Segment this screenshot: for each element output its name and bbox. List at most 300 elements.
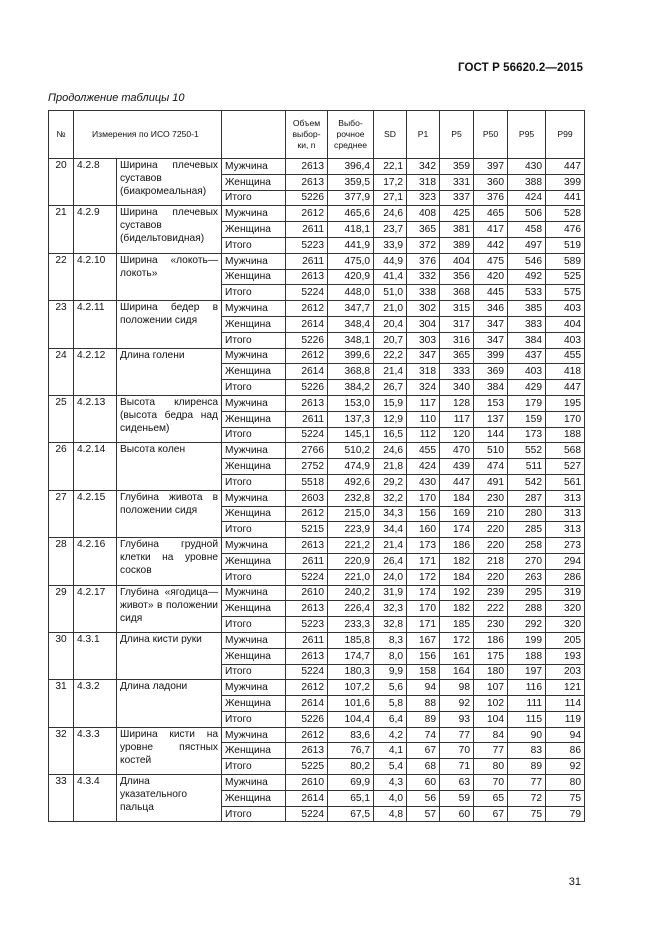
value-p1: 117	[407, 395, 440, 411]
value-p50: 70	[474, 775, 508, 791]
value-p95: 506	[508, 206, 546, 222]
value-p5: 98	[440, 680, 474, 696]
table-row	[49, 585, 585, 601]
iso-code: 4.2.12	[74, 348, 117, 395]
value-p95: 89	[508, 759, 546, 775]
row-number: 20	[49, 159, 74, 206]
value-p1: 89	[407, 711, 440, 727]
value-p99: 441	[546, 190, 585, 206]
value-p1: 67	[407, 743, 440, 759]
table-row	[49, 443, 585, 459]
value-mean: 474,9	[328, 459, 374, 475]
value-p99: 527	[546, 459, 585, 475]
value-p99: 75	[546, 790, 585, 806]
value-p95: 533	[508, 285, 546, 301]
measurement-name: Высота клиренса (высота бедра над сиденьем)	[117, 395, 222, 442]
group-label: Женщина	[222, 790, 286, 806]
row-number: 28	[49, 538, 74, 585]
value-p95: 173	[508, 427, 546, 443]
row-number: 31	[49, 680, 74, 727]
value-p95: 77	[508, 775, 546, 791]
value-p99: 403	[546, 332, 585, 348]
table-caption: Продолжение таблицы 10	[48, 92, 185, 104]
value-p5: 59	[440, 790, 474, 806]
value-p5: 192	[440, 585, 474, 601]
value-p1: 170	[407, 601, 440, 617]
value-p5: 60	[440, 806, 474, 822]
value-sd: 24,6	[374, 443, 407, 459]
value-mean: 76,7	[328, 743, 374, 759]
value-p95: 383	[508, 316, 546, 332]
value-p50: 144	[474, 427, 508, 443]
value-p5: 315	[440, 301, 474, 317]
value-p95: 292	[508, 617, 546, 633]
value-p1: 303	[407, 332, 440, 348]
value-p50: 347	[474, 332, 508, 348]
value-p50: 107	[474, 680, 508, 696]
value-sample: 5224	[286, 664, 328, 680]
group-label: Итого	[222, 237, 286, 253]
value-sample: 2614	[286, 790, 328, 806]
value-mean: 83,6	[328, 727, 374, 743]
value-p1: 160	[407, 522, 440, 538]
group-label: Мужчина	[222, 490, 286, 506]
value-p99: 80	[546, 775, 585, 791]
group-label: Итого	[222, 664, 286, 680]
value-p5: 359	[440, 159, 474, 175]
measurement-name: Глубина грудной клетки на уровне сосков	[117, 538, 222, 585]
group-label: Женщина	[222, 411, 286, 427]
group-label: Мужчина	[222, 538, 286, 554]
group-label: Женщина	[222, 696, 286, 712]
value-p5: 77	[440, 727, 474, 743]
value-mean: 384,2	[328, 380, 374, 396]
value-p99: 205	[546, 632, 585, 648]
value-p99: 319	[546, 585, 585, 601]
group-label: Итого	[222, 190, 286, 206]
value-mean: 180,3	[328, 664, 374, 680]
value-p99: 418	[546, 364, 585, 380]
value-p50: 210	[474, 506, 508, 522]
group-label: Итого	[222, 474, 286, 490]
value-sample: 5224	[286, 285, 328, 301]
value-sd: 26,4	[374, 553, 407, 569]
value-p5: 172	[440, 632, 474, 648]
value-sample: 5223	[286, 617, 328, 633]
value-p95: 258	[508, 538, 546, 554]
value-p95: 384	[508, 332, 546, 348]
value-mean: 69,9	[328, 775, 374, 791]
value-p99: 273	[546, 538, 585, 554]
value-p50: 510	[474, 443, 508, 459]
value-sample: 2766	[286, 443, 328, 459]
value-p1: 74	[407, 727, 440, 743]
value-p1: 455	[407, 443, 440, 459]
value-p50: 369	[474, 364, 508, 380]
value-p1: 158	[407, 664, 440, 680]
value-sample: 2611	[286, 411, 328, 427]
value-sd: 34,3	[374, 506, 407, 522]
iso-code: 4.2.10	[74, 253, 117, 300]
value-sd: 20,4	[374, 316, 407, 332]
value-p1: 302	[407, 301, 440, 317]
group-label: Женщина	[222, 222, 286, 238]
value-sample: 2611	[286, 553, 328, 569]
value-p1: 112	[407, 427, 440, 443]
value-sample: 2611	[286, 222, 328, 238]
value-p1: 318	[407, 174, 440, 190]
value-p99: 193	[546, 648, 585, 664]
value-mean: 80,2	[328, 759, 374, 775]
measurement-name: Ширина плечевых суставов (биакромеальная)	[117, 159, 222, 206]
value-p99: 79	[546, 806, 585, 822]
value-p50: 102	[474, 696, 508, 712]
value-p5: 381	[440, 222, 474, 238]
group-label: Итого	[222, 285, 286, 301]
value-sample: 2612	[286, 727, 328, 743]
value-p1: 338	[407, 285, 440, 301]
value-mean: 492,6	[328, 474, 374, 490]
value-p1: 408	[407, 206, 440, 222]
value-sd: 8,0	[374, 648, 407, 664]
value-p95: 285	[508, 522, 546, 538]
group-label: Мужчина	[222, 585, 286, 601]
value-p1: 60	[407, 775, 440, 791]
group-label: Женщина	[222, 601, 286, 617]
value-p5: 92	[440, 696, 474, 712]
value-mean: 221,2	[328, 538, 374, 554]
iso-code: 4.3.3	[74, 727, 117, 774]
value-sd: 51,0	[374, 285, 407, 301]
value-p99: 525	[546, 269, 585, 285]
page-number: 31	[568, 876, 581, 888]
value-sample: 2613	[286, 648, 328, 664]
group-label: Мужчина	[222, 443, 286, 459]
value-mean: 510,2	[328, 443, 374, 459]
value-p95: 197	[508, 664, 546, 680]
value-sd: 17,2	[374, 174, 407, 190]
value-p50: 445	[474, 285, 508, 301]
value-p5: 425	[440, 206, 474, 222]
value-p50: 346	[474, 301, 508, 317]
value-p1: 323	[407, 190, 440, 206]
value-p50: 80	[474, 759, 508, 775]
value-sd: 32,2	[374, 490, 407, 506]
value-p95: 492	[508, 269, 546, 285]
measurement-name: Длина указательного пальца	[117, 775, 222, 822]
value-sample: 5224	[286, 427, 328, 443]
value-p5: 337	[440, 190, 474, 206]
value-sd: 9,9	[374, 664, 407, 680]
table-row	[49, 395, 585, 411]
value-p50: 442	[474, 237, 508, 253]
value-p5: 71	[440, 759, 474, 775]
value-sd: 21,8	[374, 459, 407, 475]
value-p95: 116	[508, 680, 546, 696]
value-p1: 332	[407, 269, 440, 285]
value-sd: 24,6	[374, 206, 407, 222]
value-p95: 388	[508, 174, 546, 190]
value-p1: 88	[407, 696, 440, 712]
value-p5: 404	[440, 253, 474, 269]
value-p95: 179	[508, 395, 546, 411]
value-p50: 65	[474, 790, 508, 806]
value-mean: 465,6	[328, 206, 374, 222]
value-p1: 174	[407, 585, 440, 601]
group-label: Итого	[222, 380, 286, 396]
value-p5: 182	[440, 553, 474, 569]
value-mean: 420,9	[328, 269, 374, 285]
value-sample: 2613	[286, 269, 328, 285]
value-sample: 2612	[286, 680, 328, 696]
group-label: Итого	[222, 332, 286, 348]
value-p50: 239	[474, 585, 508, 601]
value-p1: 110	[407, 411, 440, 427]
value-p95: 83	[508, 743, 546, 759]
value-mean: 448,0	[328, 285, 374, 301]
group-label: Женщина	[222, 506, 286, 522]
value-mean: 347,7	[328, 301, 374, 317]
value-p5: 317	[440, 316, 474, 332]
col-header-num: №	[49, 111, 74, 159]
value-sample: 5518	[286, 474, 328, 490]
iso-code: 4.2.8	[74, 159, 117, 206]
value-p95: 159	[508, 411, 546, 427]
value-p50: 491	[474, 474, 508, 490]
value-sd: 31,9	[374, 585, 407, 601]
measurement-name: Ширина плечевых суставов (бидельтовидная)	[117, 206, 222, 253]
measurement-name: Глубина «ягодица—живот» в положении сидя	[117, 585, 222, 632]
value-p99: 119	[546, 711, 585, 727]
value-p5: 316	[440, 332, 474, 348]
value-sample: 5225	[286, 759, 328, 775]
value-p99: 447	[546, 380, 585, 396]
row-number: 22	[49, 253, 74, 300]
value-mean: 145,1	[328, 427, 374, 443]
group-label: Мужчина	[222, 206, 286, 222]
value-mean: 67,5	[328, 806, 374, 822]
value-p95: 75	[508, 806, 546, 822]
value-p99: 404	[546, 316, 585, 332]
table-header-row	[49, 111, 585, 159]
value-p1: 56	[407, 790, 440, 806]
row-number: 25	[49, 395, 74, 442]
row-number: 24	[49, 348, 74, 395]
table-row	[49, 490, 585, 506]
value-sample: 2614	[286, 364, 328, 380]
value-p99: 528	[546, 206, 585, 222]
value-sd: 16,5	[374, 427, 407, 443]
iso-code: 4.2.16	[74, 538, 117, 585]
value-mean: 348,1	[328, 332, 374, 348]
measurement-name: Длина ладони	[117, 680, 222, 727]
table-row	[49, 206, 585, 222]
value-sample: 2603	[286, 490, 328, 506]
value-p99: 294	[546, 553, 585, 569]
value-sample: 2613	[286, 743, 328, 759]
value-p1: 324	[407, 380, 440, 396]
value-p5: 184	[440, 569, 474, 585]
col-header-p99: P99	[546, 111, 585, 159]
value-p5: 117	[440, 411, 474, 427]
value-p5: 389	[440, 237, 474, 253]
table-row	[49, 301, 585, 317]
group-label: Женщина	[222, 743, 286, 759]
value-p5: 356	[440, 269, 474, 285]
value-p50: 347	[474, 316, 508, 332]
value-mean: 137,3	[328, 411, 374, 427]
value-p1: 173	[407, 538, 440, 554]
value-p5: 331	[440, 174, 474, 190]
value-p99: 399	[546, 174, 585, 190]
value-p99: 403	[546, 301, 585, 317]
value-mean: 185,8	[328, 632, 374, 648]
group-label: Итого	[222, 759, 286, 775]
value-sample: 5223	[286, 237, 328, 253]
iso-code: 4.3.4	[74, 775, 117, 822]
measurement-name: Ширина кисти на уровне пястных костей	[117, 727, 222, 774]
value-p99: 455	[546, 348, 585, 364]
value-p95: 90	[508, 727, 546, 743]
row-number: 27	[49, 490, 74, 537]
value-p50: 475	[474, 253, 508, 269]
value-mean: 101,6	[328, 696, 374, 712]
value-p5: 128	[440, 395, 474, 411]
table-body	[49, 159, 585, 822]
group-label: Итого	[222, 522, 286, 538]
value-p95: 72	[508, 790, 546, 806]
group-label: Женщина	[222, 174, 286, 190]
value-p99: 203	[546, 664, 585, 680]
value-p95: 546	[508, 253, 546, 269]
group-label: Итого	[222, 711, 286, 727]
value-p99: 476	[546, 222, 585, 238]
value-sd: 8,3	[374, 632, 407, 648]
value-p50: 220	[474, 538, 508, 554]
col-header-p50: P50	[474, 111, 508, 159]
row-number: 32	[49, 727, 74, 774]
value-sample: 5224	[286, 569, 328, 585]
value-sample: 5215	[286, 522, 328, 538]
value-p99: 195	[546, 395, 585, 411]
iso-code: 4.2.17	[74, 585, 117, 632]
value-sample: 2614	[286, 696, 328, 712]
col-header-group	[222, 111, 286, 159]
group-label: Мужчина	[222, 395, 286, 411]
value-p95: 497	[508, 237, 546, 253]
value-p95: 552	[508, 443, 546, 459]
value-p5: 447	[440, 474, 474, 490]
value-p5: 70	[440, 743, 474, 759]
value-sample: 2612	[286, 301, 328, 317]
value-p50: 67	[474, 806, 508, 822]
value-p1: 424	[407, 459, 440, 475]
value-sd: 6,4	[374, 711, 407, 727]
value-sd: 22,2	[374, 348, 407, 364]
group-label: Женщина	[222, 269, 286, 285]
value-sample: 2610	[286, 775, 328, 791]
value-sample: 2612	[286, 348, 328, 364]
value-p1: 304	[407, 316, 440, 332]
value-sd: 21,4	[374, 538, 407, 554]
value-mean: 215,0	[328, 506, 374, 522]
value-sd: 32,8	[374, 617, 407, 633]
value-p1: 171	[407, 553, 440, 569]
row-number: 29	[49, 585, 74, 632]
value-p50: 180	[474, 664, 508, 680]
value-p95: 424	[508, 190, 546, 206]
value-sample: 5224	[286, 806, 328, 822]
value-mean: 65,1	[328, 790, 374, 806]
col-header-sd: SD	[374, 111, 407, 159]
value-p95: 270	[508, 553, 546, 569]
value-p99: 94	[546, 727, 585, 743]
iso-code: 4.3.2	[74, 680, 117, 727]
col-header-p1: P1	[407, 111, 440, 159]
value-p95: 199	[508, 632, 546, 648]
row-number: 30	[49, 632, 74, 679]
value-p50: 417	[474, 222, 508, 238]
value-sample: 2611	[286, 253, 328, 269]
value-sd: 4,0	[374, 790, 407, 806]
group-label: Мужчина	[222, 727, 286, 743]
value-p99: 568	[546, 443, 585, 459]
value-p5: 340	[440, 380, 474, 396]
table-row	[49, 680, 585, 696]
value-p5: 365	[440, 348, 474, 364]
value-p5: 368	[440, 285, 474, 301]
value-sample: 2612	[286, 206, 328, 222]
value-p50: 153	[474, 395, 508, 411]
table-row	[49, 348, 585, 364]
value-p99: 121	[546, 680, 585, 696]
value-sd: 41,4	[374, 269, 407, 285]
value-p1: 94	[407, 680, 440, 696]
row-number: 33	[49, 775, 74, 822]
value-p99: 320	[546, 617, 585, 633]
value-p1: 430	[407, 474, 440, 490]
value-p95: 280	[508, 506, 546, 522]
value-p99: 313	[546, 490, 585, 506]
value-mean: 104,4	[328, 711, 374, 727]
value-p1: 376	[407, 253, 440, 269]
value-p95: 511	[508, 459, 546, 475]
value-sd: 24,0	[374, 569, 407, 585]
group-label: Женщина	[222, 364, 286, 380]
value-p50: 465	[474, 206, 508, 222]
value-p1: 57	[407, 806, 440, 822]
iso-code: 4.2.13	[74, 395, 117, 442]
value-sd: 15,9	[374, 395, 407, 411]
group-label: Итого	[222, 617, 286, 633]
value-mean: 475,0	[328, 253, 374, 269]
row-number: 26	[49, 443, 74, 490]
value-p1: 68	[407, 759, 440, 775]
group-label: Мужчина	[222, 348, 286, 364]
value-sd: 4,2	[374, 727, 407, 743]
value-p99: 92	[546, 759, 585, 775]
value-p99: 313	[546, 506, 585, 522]
value-p50: 137	[474, 411, 508, 427]
value-sample: 2612	[286, 506, 328, 522]
value-p95: 437	[508, 348, 546, 364]
value-p50: 376	[474, 190, 508, 206]
col-header-mean: Выбо-рочное среднее	[328, 111, 374, 159]
value-p50: 399	[474, 348, 508, 364]
value-sd: 5,8	[374, 696, 407, 712]
iso-code: 4.3.1	[74, 632, 117, 679]
value-sd: 4,8	[374, 806, 407, 822]
